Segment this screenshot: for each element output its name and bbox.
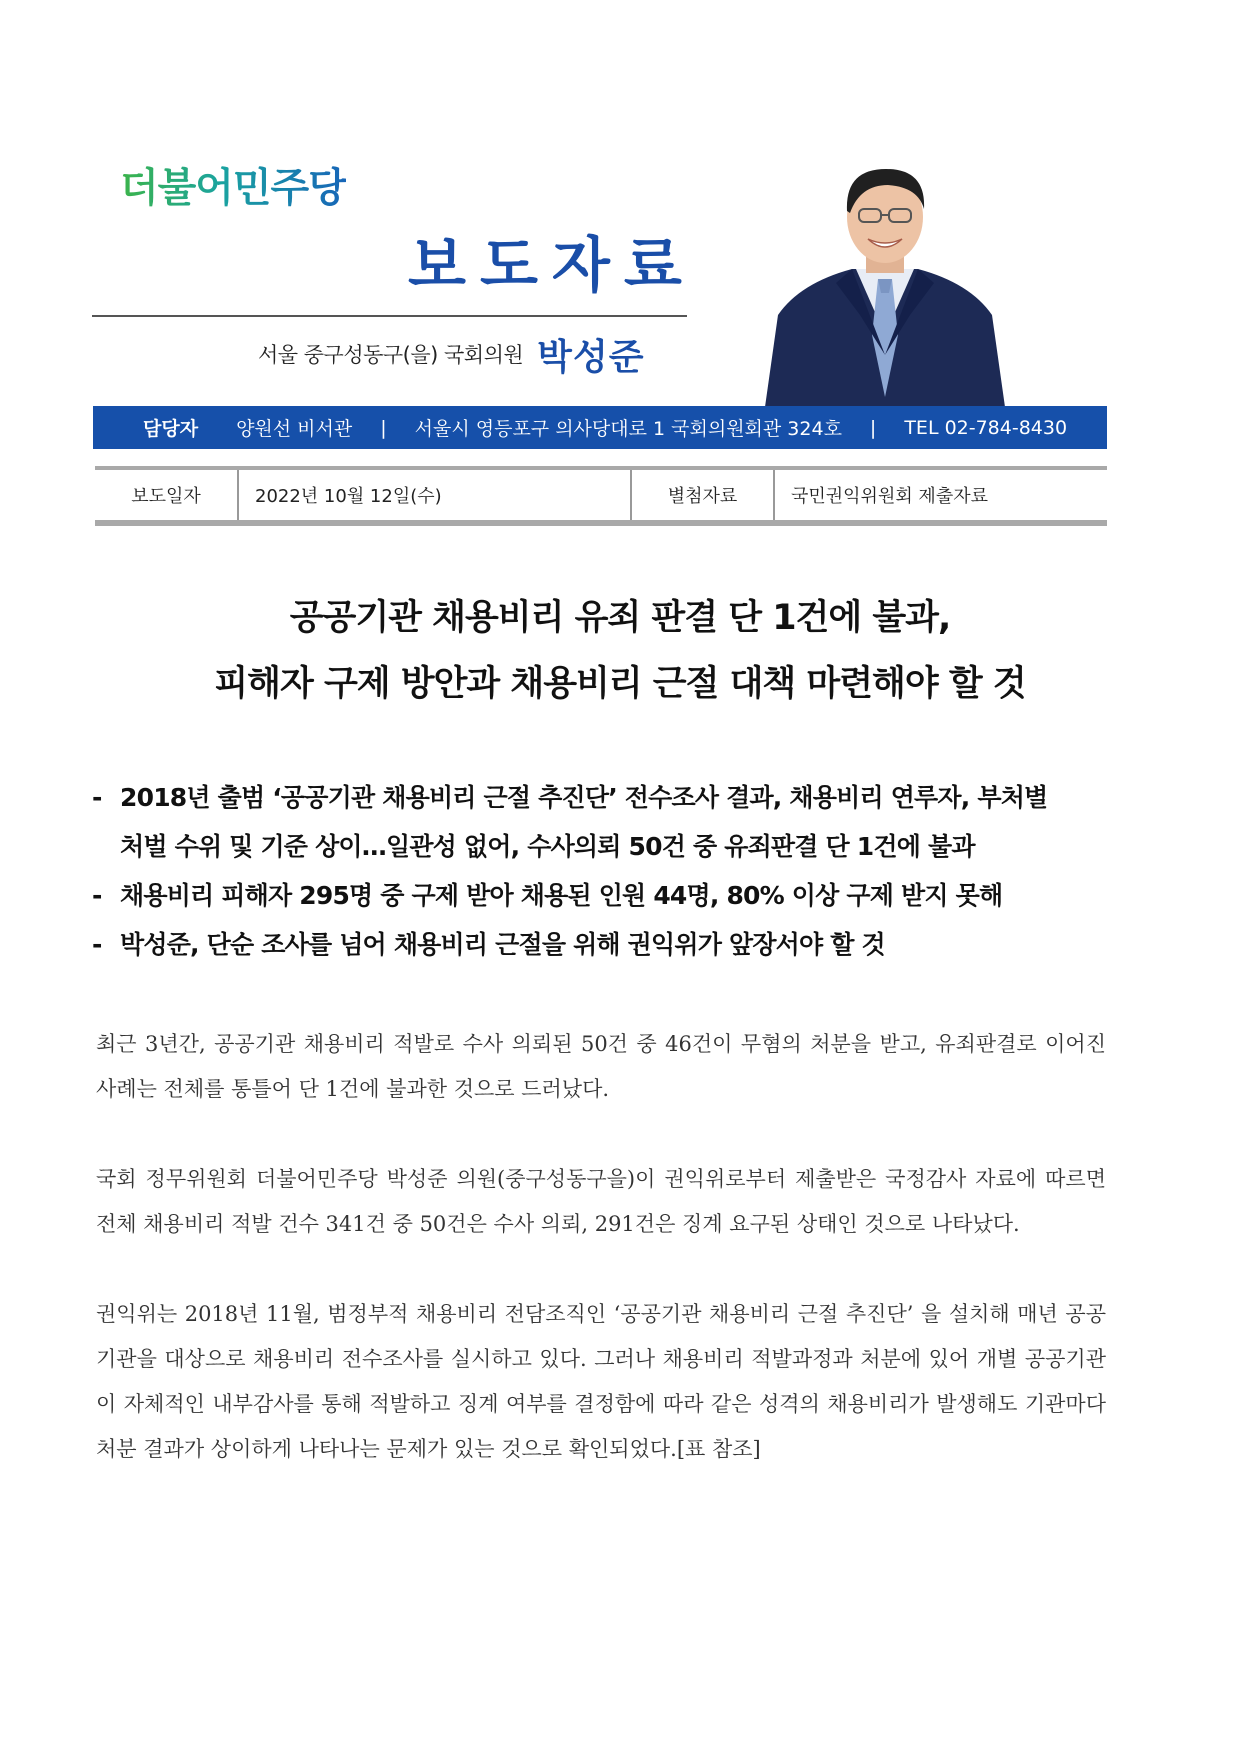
separator: | bbox=[869, 416, 877, 439]
contact-label: 담당자 bbox=[143, 418, 199, 440]
separator: | bbox=[380, 416, 387, 439]
member-name: 박성준 bbox=[537, 336, 645, 378]
subtitle-continuation: 처벌 수위 및 기준 상이…일관성 없어, 수사의뢰 50건 중 유죄판결 단 1건에 불과 bbox=[120, 832, 975, 861]
subtitle-text: 박성준, 단순 조사를 넘어 채용비리 근절을 위해 권익위가 앞장서야 할 것 bbox=[120, 930, 885, 959]
bullet-dash: - bbox=[92, 930, 102, 959]
party-name: 더불어민주당 bbox=[120, 165, 346, 211]
release-info-table bbox=[95, 466, 1107, 526]
body-paragraph: 국회 정무위원회 더불어민주당 박성준 의원(중구성동구을)이 권익위로부터 제출받은 국정감사 자료에 따르면 전체 채용비리 적발 건수 341건 중 50건은 수사 의뢰, 291건은 징계 요구된 상태인 것으로 나타났다. bbox=[96, 1167, 1106, 1236]
press-release-title: 보도자료 bbox=[408, 231, 696, 301]
body-paragraph: 권익위는 2018년 11월, 범정부적 채용비리 전담조직인 ‘공공기관 채용비리 근절 추진단’ 을 설치해 매년 공공기관을 대상으로 채용비리 전수조사를 실시하고 있다. 그러나 채용비리 적발과정과 처분에 있어 개별 공공기관이 자체적인 내부감사를 통해 적발하고 징계 여부를 결정함에 따라 같은 성격의 채용비리가 발생해도 기관마다 처분 결과가 상이하게 나타나는 문제가 있는 것으로 확인되었다.[표 참조] bbox=[96, 1302, 1106, 1461]
member-line bbox=[258, 331, 645, 377]
release-date-label: 보도일자 bbox=[95, 470, 239, 520]
subtitle-text: 2018년 출범 ‘공공기관 채용비리 근절 추진단’ 전수조사 결과, 채용비리 연루자, 부처별 bbox=[120, 783, 1048, 812]
member-district: 서울 중구성동구(을) 국회의원 bbox=[258, 343, 524, 367]
release-date-value: 2022년 10월 12일(수) bbox=[239, 470, 632, 520]
subtitle-list bbox=[92, 773, 1122, 969]
article-body bbox=[96, 1022, 1106, 1517]
headline bbox=[90, 585, 1150, 717]
attachment-label: 별첨자료 bbox=[632, 470, 775, 520]
contact-bar bbox=[93, 406, 1107, 449]
headline-line-2: 피해자 구제 방안과 채용비리 근절 대책 마련해야 할 것 bbox=[214, 664, 1026, 704]
contact-address: 서울시 영등포구 의사당대로 1 국회의원회관 324호 bbox=[414, 418, 842, 440]
contact-tel: TEL 02-784-8430 bbox=[904, 416, 1068, 439]
bullet-dash: - bbox=[92, 881, 102, 910]
attachment-value: 국민권익위원회 제출자료 bbox=[791, 486, 988, 507]
portrait-illustration bbox=[760, 165, 1010, 407]
member-portrait bbox=[760, 165, 1010, 407]
headline-line-1: 공공기관 채용비리 유죄 판결 단 1건에 불과, bbox=[289, 598, 951, 638]
bullet-dash: - bbox=[92, 783, 102, 812]
subtitle-text: 채용비리 피해자 295명 중 구제 받아 채용된 인원 44명, 80% 이상 구제 받지 못해 bbox=[120, 881, 1003, 910]
subtitle-item bbox=[92, 871, 1122, 920]
contact-person: 양원선 비서관 bbox=[236, 418, 353, 440]
subtitle-item bbox=[92, 920, 1122, 969]
header-divider bbox=[92, 315, 687, 317]
party-logo bbox=[120, 165, 346, 211]
body-paragraph: 최근 3년간, 공공기관 채용비리 적발로 수사 의뢰된 50건 중 46건이 무혐의 처분을 받고, 유죄판결로 이어진 사례는 전체를 통틀어 단 1건에 불과한 것으로 드러났다. bbox=[96, 1032, 1106, 1101]
subtitle-item bbox=[92, 773, 1122, 822]
